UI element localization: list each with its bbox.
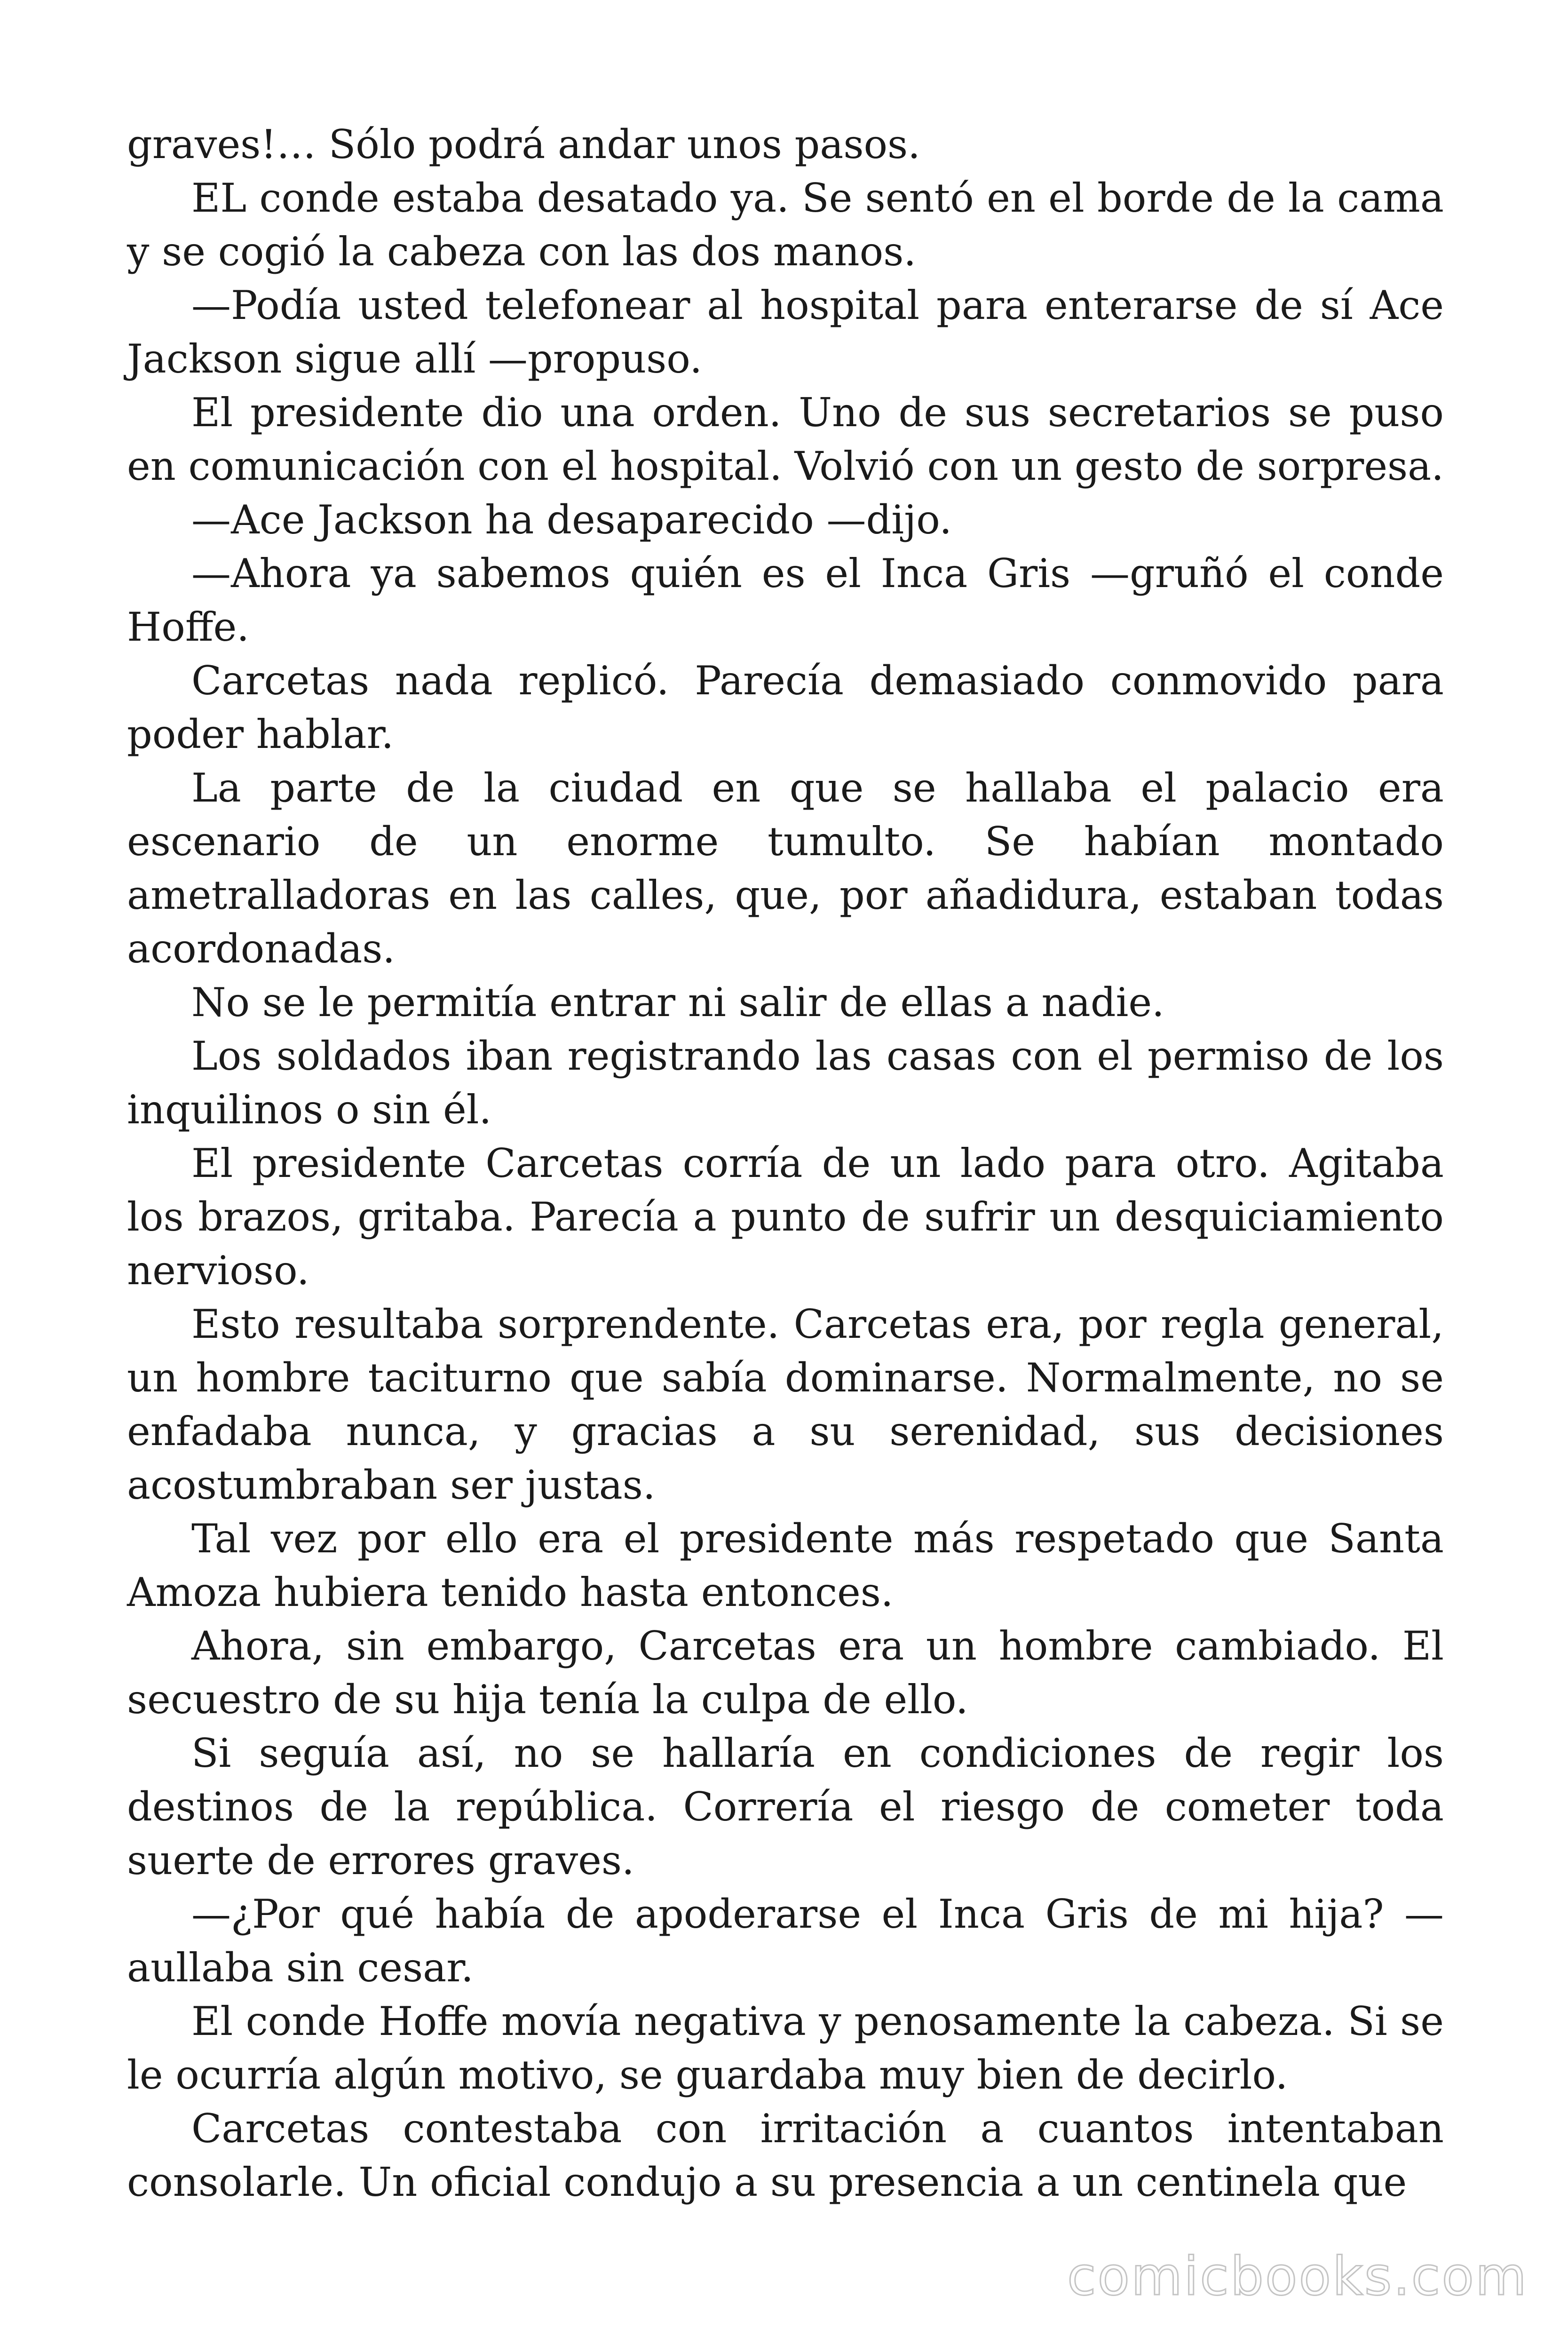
paragraph: Tal vez por ello era el presidente más respetado que Santa Amoza hubiera tenido hasta entonces. xyxy=(127,1516,1444,1615)
paragraph: —Ace Jackson ha desaparecido —dijo. xyxy=(191,497,952,543)
paragraph: Si seguía así, no se hallaría en condiciones de regir los destinos de la república. Correría el riesgo de cometer toda suerte de errores graves. xyxy=(127,1730,1444,1883)
paragraph: —¿Por qué había de apoderarse el Inca Gris de mi hija? —aullaba sin cesar. xyxy=(127,1891,1444,1991)
paragraph: La parte de la ciudad en que se hallaba el palacio era escenario de un enorme tumulto. Se habían montado ametralladoras en las calles, que, por añadidura, estaban todas acordonadas. xyxy=(127,765,1444,972)
paragraph: El presidente dio una orden. Uno de sus secretarios se puso en comunicación con el hospital. Volvió con un gesto de sorpresa. xyxy=(127,389,1444,489)
paragraph: EL conde estaba desatado ya. Se sentó en el borde de la cama y se cogió la cabeza con las dos manos. xyxy=(127,175,1444,275)
paragraph: —Podía usted telefonear al hospital para enterarse de sí Ace Jackson sigue allí —propuso. xyxy=(127,282,1444,382)
paragraph: Ahora, sin embargo, Carcetas era un hombre cambiado. El secuestro de su hija tenía la culpa de ello. xyxy=(127,1623,1444,1723)
watermark-text: comicbooks.com xyxy=(1067,2246,1528,2307)
paragraph: El conde Hoffe movía negativa y penosamente la cabeza. Si se le ocurría algún motivo, se guardaba muy bien de decirlo. xyxy=(127,1998,1444,2098)
paragraph: graves!… Sólo podrá andar unos pasos. xyxy=(127,121,920,167)
paragraph: Los soldados iban registrando las casas con el permiso de los inquilinos o sin él. xyxy=(127,1033,1444,1133)
paragraph: No se le permitía entrar ni salir de ellas a nadie. xyxy=(191,979,1164,1025)
paragraph: —Ahora ya sabemos quién es el Inca Gris —gruñó el conde Hoffe. xyxy=(127,550,1444,650)
paragraph: Carcetas contestaba con irritación a cuantos intentaban consolarle. Un oficial condujo a su presencia a un centinela que xyxy=(127,2106,1444,2205)
page-body xyxy=(127,118,1444,2209)
paragraph: Carcetas nada replicó. Parecía demasiado conmovido para poder hablar. xyxy=(127,658,1444,757)
paragraph: El presidente Carcetas corría de un lado para otro. Agitaba los brazos, gritaba. Parecía a punto de sufrir un desquiciamiento nervioso. xyxy=(127,1140,1444,1294)
paragraph: Esto resultaba sorprendente. Carcetas era, por regla general, un hombre taciturno que sabía dominarse. Normalmente, no se enfadaba nunca, y gracias a su serenidad, sus decisiones acostumbraban ser justas. xyxy=(127,1301,1444,1508)
